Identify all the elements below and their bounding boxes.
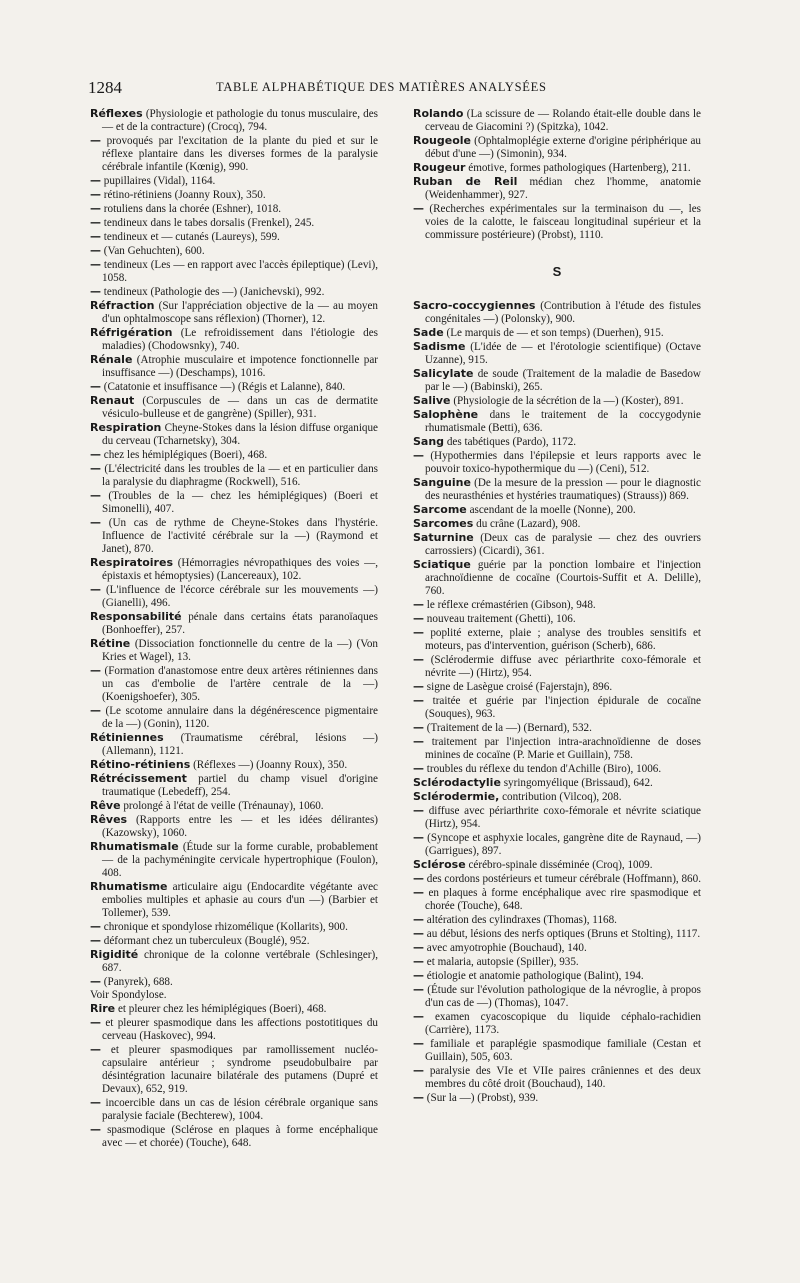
- entry-text: syringomyélique (Brissaud), 642.: [503, 777, 653, 789]
- index-entry: [90, 202, 378, 216]
- index-entry: [90, 1096, 378, 1123]
- entry-headword: Rénale: [90, 353, 133, 366]
- entry-text: et pleurer spasmodique dans les affections postotitiques du cerveau (Haskovec), 994.: [102, 1017, 378, 1042]
- index-entry: [413, 367, 701, 394]
- index-entry: [90, 704, 378, 731]
- entry-text: (Catatonie et insuffisance —) (Régis et Lalanne), 840.: [103, 381, 346, 393]
- index-entry: [90, 299, 378, 326]
- entry-text: des cordons postérieurs et tumeur cérébrale (Hoffmann), 860.: [426, 873, 701, 885]
- entry-headword: —: [90, 934, 101, 947]
- entry-headword: —: [413, 1037, 424, 1050]
- index-entry: [413, 299, 701, 326]
- entry-headword: —: [413, 872, 424, 885]
- index-entry: [90, 134, 378, 174]
- index-entry: [90, 174, 378, 188]
- entry-text: au début, lésions des nerfs optiques (Bruns et Stolting), 1117.: [426, 928, 701, 940]
- entry-headword: —: [413, 1010, 424, 1023]
- index-entry: [90, 230, 378, 244]
- entry-text: tendineux dans le tabes dorsalis (Frenkel), 245.: [103, 217, 315, 229]
- index-entry: [90, 244, 378, 258]
- index-entry: [413, 831, 701, 858]
- page-number: 1284: [88, 78, 122, 97]
- index-entry: [413, 107, 701, 134]
- entry-text: émotive, formes pathologiques (Hartenberg), 211.: [468, 162, 691, 174]
- entry-headword: Sarcomes: [413, 517, 474, 530]
- entry-headword: —: [413, 612, 424, 625]
- entry-headword: Rétine: [90, 637, 131, 650]
- entry-text: le réflexe crémastérien (Gibson), 948.: [426, 599, 596, 611]
- index-entry: [90, 1043, 378, 1096]
- index-entry: [90, 772, 378, 799]
- entry-text: (Traitement de la —) (Bernard), 532.: [426, 722, 592, 734]
- entry-headword: Rhumatisme: [90, 880, 168, 893]
- entry-text: et pleurer spasmodiques par ramollissement nucléo-capsulaire antérieur ; syndrome pseudobulbaire par désintégration lacunaire bilatérale des putamens (Dupré et Devaux), 652, 919.: [102, 1044, 378, 1095]
- entry-text: pénale dans certains états paranoïaques (Bonhoeffer), 257.: [102, 611, 378, 636]
- entry-headword: —: [413, 831, 424, 844]
- entry-headword: —: [413, 680, 424, 693]
- index-entry: [413, 612, 701, 626]
- index-entry: [90, 840, 378, 880]
- entry-text: (Contribution à l'étude des fistules congénitales —) (Polonsky), 900.: [425, 300, 701, 325]
- entry-headword: —: [413, 1091, 424, 1104]
- entry-headword: Respiration: [90, 421, 162, 434]
- entry-headword: —: [413, 804, 424, 817]
- entry-headword: —: [413, 1064, 424, 1077]
- entry-headword: Réfraction: [90, 299, 155, 312]
- entry-text: rétino-rétiniens (Joanny Roux), 350.: [103, 189, 266, 201]
- index-entry: [413, 955, 701, 969]
- r-entries: [413, 107, 701, 242]
- entry-text: nouveau traitement (Ghetti), 106.: [426, 613, 576, 625]
- index-entry: [90, 758, 378, 772]
- entry-text: familiale et paraplégie spasmodique familiale (Cestan et Guillain), 505, 603.: [425, 1038, 701, 1063]
- entry-headword: —: [90, 1016, 101, 1029]
- entry-text: signe de Lasègue croisé (Fajerstajn), 896.: [426, 681, 613, 693]
- index-entry: [413, 408, 701, 435]
- entry-headword: Sang: [413, 435, 445, 448]
- index-entry: [413, 913, 701, 927]
- index-entry: [90, 326, 378, 353]
- entry-text: (Corpuscules de — dans un cas de dermatite vésiculo-bulleuse et de gangrène) (Spiller), 931.: [102, 395, 378, 420]
- index-entry: [90, 489, 378, 516]
- entry-text: (Dissociation fonctionnelle du centre de la —) (Von Kries et Wagel), 13.: [102, 638, 378, 663]
- index-entry: [90, 394, 378, 421]
- entry-text: troubles du réflexe du tendon d'Achille (Biro), 1006.: [426, 763, 662, 775]
- entry-headword: Sacro-coccygiennes: [413, 299, 536, 312]
- entry-headword: Rétrécissement: [90, 772, 187, 785]
- entry-text: examen cyacoscopique du liquide céphalo-rachidien (Carrière), 1173.: [425, 1011, 701, 1036]
- entry-text: (Réflexes —) (Joanny Roux), 350.: [193, 759, 348, 771]
- entry-headword: —: [90, 448, 101, 461]
- entry-text: (Troubles de la — chez les hémiplégiques) (Boeri et Simonelli), 407.: [102, 490, 378, 515]
- entry-text: guérie par la ponction lombaire et l'injection arachnoïdienne de cocaïne (Courtois-Suffit et A. Delille), 760.: [425, 559, 701, 597]
- entry-headword: —: [413, 762, 424, 775]
- entry-headword: Responsabilité: [90, 610, 182, 623]
- entry-headword: —: [413, 927, 424, 940]
- entry-text: chez les hémiplégiques (Boeri), 468.: [103, 449, 268, 461]
- entry-text: partiel du champ visuel d'origine traumatique (Lebedeff), 254.: [102, 773, 378, 798]
- entry-text: (Traumatisme cérébral, lésions —) (Allemann), 1121.: [102, 732, 378, 757]
- entry-text: de soude (Traitement de la maladie de Basedow par le —) (Babinski), 265.: [425, 368, 701, 393]
- entry-text: traitée et guérie par l'injection épidurale de cocaïne (Souques), 963.: [425, 695, 701, 720]
- entry-text: et pleurer chez les hémiplégiques (Boeri), 468.: [117, 1003, 327, 1015]
- entry-text: Voir Spondylose.: [90, 989, 167, 1001]
- entry-headword: —: [413, 983, 424, 996]
- entry-headword: —: [413, 913, 424, 926]
- index-entry: [413, 531, 701, 558]
- index-entry: [90, 920, 378, 934]
- index-entry: [413, 941, 701, 955]
- entry-headword: Saturnine: [413, 531, 474, 544]
- index-entry: [413, 653, 701, 680]
- entry-text: ascendant de la moelle (Nonne), 200.: [469, 504, 636, 516]
- entry-headword: Sclérodermie,: [413, 790, 500, 803]
- entry-headword: Rétiniennes: [90, 731, 164, 744]
- index-entry: [413, 326, 701, 340]
- entry-headword: —: [90, 704, 101, 717]
- entry-headword: —: [413, 721, 424, 734]
- entry-headword: —: [90, 174, 101, 187]
- entry-text: (Syncope et asphyxie locales, gangrène dite de Raynaud, —) (Garrigues), 897.: [425, 832, 702, 857]
- entry-headword: —: [90, 1043, 101, 1056]
- index-entry: [413, 927, 701, 941]
- entry-headword: Sadisme: [413, 340, 466, 353]
- entry-headword: —: [90, 489, 101, 502]
- index-entry: [413, 762, 701, 776]
- index-entry: [413, 1091, 701, 1105]
- entry-text: contribution (Vilcoq), 208.: [502, 791, 622, 803]
- entry-headword: —: [413, 955, 424, 968]
- entry-text: pupillaires (Vidal), 1164.: [103, 175, 216, 187]
- entry-text: (Étude sur l'évolution pathologique de la névroglie, à propos d'un cas de —) (Thomas), 1047.: [425, 984, 701, 1009]
- entry-text: poplité externe, plaie ; analyse des troubles sensitifs et moteurs, pas d'intervention, guérison (Scherb), 686.: [425, 627, 701, 652]
- entry-text: tendineux (Les — en rapport avec l'accès épileptique) (Levi), 1058.: [102, 259, 378, 284]
- index-entry: [413, 558, 701, 598]
- index-entry: [90, 1016, 378, 1043]
- entry-text: (La scissure de — Rolando était-elle double dans le cerveau de Giacomini ?) (Spitzka), 1042.: [425, 108, 701, 133]
- entry-headword: —: [90, 664, 101, 677]
- index-entry: [413, 134, 701, 161]
- index-entry: [90, 610, 378, 637]
- section-letter: S: [552, 264, 562, 279]
- entry-text: (Physiologie de la sécrétion de la —) (Koster), 891.: [453, 395, 684, 407]
- entry-text: articulaire aigu (Endocardite végétante avec embolies multiples et aphasie au cours d'un —) (Barbier et Tollemer), 539.: [102, 881, 378, 919]
- entry-text: chronique et spondylose rhizomélique (Kollarits), 900.: [103, 921, 348, 933]
- entry-text: (Recherches expérimentales sur la terminaison du —, les voies de la calotte, le faisceau longitudinal supérieur et la commissure postérieure) (Probst), 1110.: [425, 203, 701, 241]
- index-entry: [413, 858, 701, 872]
- entry-headword: —: [90, 975, 101, 988]
- entry-headword: —: [413, 202, 424, 215]
- entry-headword: Sanguine: [413, 476, 471, 489]
- index-entry: [90, 421, 378, 448]
- entry-headword: Rhumatismale: [90, 840, 179, 853]
- index-entry: [90, 975, 378, 989]
- entry-headword: —: [90, 230, 101, 243]
- entry-headword: —: [90, 134, 101, 147]
- entry-headword: Sclérose: [413, 858, 466, 871]
- entry-text: provoqués par l'excitation de la plante du pied et sur le réflexe plantaire dans les diverses formes de la paralysie cérébrale infantile (Kœnig), 990.: [102, 135, 378, 173]
- entry-headword: Rétino-rétiniens: [90, 758, 191, 771]
- entry-text: rotuliens dans la chorée (Eshner), 1018.: [103, 203, 282, 215]
- entry-text: cérébro-spinale disséminée (Croq), 1009.: [468, 859, 653, 871]
- entry-text: en plaques à forme encéphalique avec rire spasmodique et chorée (Touche), 648.: [425, 887, 701, 912]
- entry-headword: Réfrigération: [90, 326, 173, 339]
- entry-headword: Rougeole: [413, 134, 471, 147]
- index-entry: [413, 394, 701, 408]
- index-entry: [413, 202, 701, 242]
- entry-headword: Sciatique: [413, 558, 471, 571]
- entry-headword: —: [413, 941, 424, 954]
- entry-text: des tabétiques (Pardo), 1172.: [446, 436, 577, 448]
- entry-headword: —: [90, 216, 101, 229]
- entry-text: diffuse avec périarthrite coxo-fémorale et névrite sciatique (Hirtz), 954.: [425, 805, 701, 830]
- index-entry: [413, 1064, 701, 1091]
- entry-headword: —: [413, 626, 424, 639]
- index-entry: [413, 517, 701, 531]
- entry-text: médian chez l'homme, anatomie (Weidenhammer), 927.: [425, 176, 701, 201]
- entry-headword: —: [90, 244, 101, 257]
- index-entry: [413, 476, 701, 503]
- entry-headword: Salive: [413, 394, 451, 407]
- entry-text: (Hémorragies névropathiques des voies —, épistaxis et hémoptysies) (Lancereaux), 102.: [102, 557, 378, 582]
- entry-headword: —: [90, 188, 101, 201]
- index-entry: [90, 1123, 378, 1150]
- entry-text: (Van Gehuchten), 600.: [103, 245, 205, 257]
- entry-text: (L'électricité dans les troubles de la — et en particulier dans la paralysie du diaphragme (Rockwell), 516.: [102, 463, 378, 488]
- entry-text: (De la mesure de la pression — pour le diagnostic des neurasthénies et hystéries traumatiques) (Strauss)) 869.: [425, 477, 701, 502]
- index-entry: [413, 680, 701, 694]
- index-entry: [413, 983, 701, 1010]
- entry-text: avec amyotrophie (Bouchaud), 140.: [426, 942, 587, 954]
- entry-headword: Sade: [413, 326, 444, 339]
- entry-text: spasmodique (Sclérose en plaques à forme encéphalique avec — et chorée) (Touche), 648.: [102, 1124, 378, 1149]
- entry-text: (L'idée de — et l'érotologie scientifique) (Octave Uzanne), 915.: [425, 341, 701, 366]
- index-entry: [90, 258, 378, 285]
- entry-text: prolongé à l'état de veille (Trénaunay), 1060.: [123, 800, 324, 812]
- index-entry: [90, 813, 378, 840]
- entry-headword: Rire: [90, 1002, 116, 1015]
- index-entry: [413, 694, 701, 721]
- entry-headword: Rougeur: [413, 161, 466, 174]
- entry-text: (Le scotome annulaire dans la dégénérescence pigmentaire de la —) (Gonin), 1120.: [102, 705, 378, 730]
- index-entry: [413, 175, 701, 202]
- index-entry: [90, 107, 378, 134]
- index-entry: [90, 989, 378, 1002]
- entry-text: étiologie et anatomie pathologique (Balint), 194.: [426, 970, 644, 982]
- entry-text: (Atrophie musculaire et impotence fonctionnelle par insuffisance —) (Deschamps), 1016.: [102, 354, 378, 379]
- entry-headword: —: [413, 449, 424, 462]
- entry-headword: Renaut: [90, 394, 135, 407]
- entry-headword: —: [90, 380, 101, 393]
- entry-headword: —: [90, 1096, 101, 1109]
- s-entries: [413, 299, 701, 1105]
- index-entry: [413, 598, 701, 612]
- entry-headword: Salophène: [413, 408, 479, 421]
- entry-headword: Rêve: [90, 799, 121, 812]
- entry-text: traitement par l'injection intra-arachnoïdienne de doses minines de cocaïne (P. Marie et Guillain), 758.: [425, 736, 701, 761]
- entry-headword: —: [413, 598, 424, 611]
- entry-text: (Le marquis de — et son temps) (Duerhen), 915.: [446, 327, 664, 339]
- entry-text: (Sur la —) (Probst), 939.: [426, 1092, 539, 1104]
- entry-headword: —: [413, 735, 424, 748]
- index-entry: [90, 583, 378, 610]
- index-entry: [413, 872, 701, 886]
- entry-text: (Le refroidissement dans l'étiologie des maladies) (Chodowsnky), 740.: [102, 327, 378, 352]
- entry-text: (Physiologie et pathologie du tonus musculaire, des — et de la contracture) (Crocq), 794.: [102, 108, 378, 133]
- entry-text: (Hypothermies dans l'épilepsie et leurs rapports avec le pouvoir toxico-hypothermique du —) (Ceni), 512.: [425, 450, 701, 475]
- index-entry: [90, 664, 378, 704]
- index-entry: [413, 721, 701, 735]
- entry-text: paralysie des VIe et VIIe paires crâniennes et des deux membres du côté droit (Bouchaud), 140.: [425, 1065, 701, 1090]
- entry-text: (Étude sur la forme curable, probablement — de la pachyméningite cervicale hypertrophique (Foulon), 408.: [102, 841, 378, 879]
- index-entry: [413, 735, 701, 762]
- index-entry: [90, 216, 378, 230]
- entry-text: (Ophtalmoplégie externe d'origine périphérique au début d'une —) (Simonin), 934.: [425, 135, 701, 160]
- entry-headword: Réflexes: [90, 107, 143, 120]
- entry-text: déformant chez un tuberculeux (Bouglé), 952.: [103, 935, 310, 947]
- entry-text: dans le traitement de la coccygodynie rhumatismale (Betti), 636.: [425, 409, 701, 434]
- index-entry: [413, 435, 701, 449]
- entry-headword: —: [90, 516, 101, 529]
- entry-headword: —: [413, 694, 424, 707]
- entry-text: Cheyne-Stokes dans la lésion diffuse organique du cerveau (Tcharnetsky), 304.: [102, 422, 378, 447]
- index-entry: [413, 503, 701, 517]
- entry-text: (Deux cas de paralysie — chez des ouvriers carrossiers) (Cicardi), 361.: [425, 532, 701, 557]
- index-entry: [90, 462, 378, 489]
- entry-headword: Rolando: [413, 107, 464, 120]
- entry-headword: Sarcome: [413, 503, 467, 516]
- index-entry: [413, 886, 701, 913]
- entry-text: (L'influence de l'écorce cérébrale sur les mouvements —) (Gianelli), 496.: [102, 584, 378, 609]
- index-entry: [413, 449, 701, 476]
- index-entry: [90, 637, 378, 664]
- entry-headword: —: [90, 1123, 101, 1136]
- index-entry: [413, 340, 701, 367]
- index-entry: [413, 161, 701, 175]
- index-entry: [413, 626, 701, 653]
- index-entry: [90, 448, 378, 462]
- index-entry: [90, 799, 378, 813]
- index-entry: [413, 776, 701, 790]
- index-entry: [413, 790, 701, 804]
- index-entry: [90, 516, 378, 556]
- entry-headword: —: [90, 462, 101, 475]
- entry-headword: —: [90, 285, 101, 298]
- entry-text: (Un cas de rythme de Cheyne-Stokes dans l'hystérie. Influence de l'activité cérébrale sur la —) (Raymond et Janet), 870.: [102, 517, 378, 555]
- entry-headword: —: [90, 583, 101, 596]
- index-entry: [90, 285, 378, 299]
- index-entry: [90, 353, 378, 380]
- entry-headword: —: [413, 886, 424, 899]
- entry-headword: Rêves: [90, 813, 128, 826]
- entry-text: incoercible dans un cas de lésion cérébrale organique sans paralysie faciale (Bechterew), 1004.: [102, 1097, 378, 1122]
- entry-text: tendineux (Pathologie des —) (Janichevski), 992.: [103, 286, 325, 298]
- index-entry: [90, 880, 378, 920]
- entry-text: et malaria, autopsie (Spiller), 935.: [426, 956, 579, 968]
- entry-text: chronique de la colonne vertébrale (Schlesinger), 687.: [102, 949, 378, 974]
- entry-headword: —: [413, 653, 424, 666]
- index-entry: [90, 188, 378, 202]
- entry-text: altération des cylindraxes (Thomas), 1168.: [426, 914, 617, 926]
- index-entry: [413, 1037, 701, 1064]
- entry-text: (Formation d'anastomose entre deux artères rétiniennes dans un cas d'embolie de l'artère centrale de la —) (Koenigshoefer), 305.: [102, 665, 379, 703]
- entry-text: tendineux et — cutanés (Laureys), 599.: [103, 231, 280, 243]
- index-entry: [413, 969, 701, 983]
- entry-text: du crâne (Lazard), 908.: [476, 518, 581, 530]
- left-column: [90, 107, 378, 1150]
- index-entry: [90, 731, 378, 758]
- entry-text: (Panyrek), 688.: [103, 976, 173, 988]
- entry-headword: —: [413, 969, 424, 982]
- page-header: [88, 78, 718, 102]
- entry-headword: Rigidité: [90, 948, 139, 961]
- entry-headword: —: [90, 202, 101, 215]
- index-entry: [413, 1010, 701, 1037]
- right-column: [413, 107, 701, 1105]
- index-entry: [90, 934, 378, 948]
- index-entry: [413, 804, 701, 831]
- index-entry: [90, 948, 378, 975]
- entry-text: (Sur l'appréciation objective de la — au moyen d'un ophtalmoscope sans réflexion) (Thorner), 12.: [102, 300, 378, 325]
- entry-headword: —: [90, 258, 101, 271]
- entry-text: (Sclérodermie diffuse avec périarthrite coxo-fémorale et névrite —) (Hirtz), 954.: [425, 654, 701, 679]
- running-title: TABLE ALPHABÉTIQUE DES MATIÈRES ANALYSÉES: [216, 80, 547, 94]
- entry-headword: Respiratoires: [90, 556, 173, 569]
- entry-headword: —: [90, 920, 101, 933]
- entry-headword: Sclérodactylie: [413, 776, 501, 789]
- index-entry: [90, 1002, 378, 1016]
- entry-text: (Rapports entre les — et les idées délirantes) (Kazowsky), 1060.: [102, 814, 378, 839]
- index-entry: [90, 380, 378, 394]
- entry-headword: Salicylate: [413, 367, 474, 380]
- index-entry: [90, 556, 378, 583]
- entry-headword: Ruban de Reil: [413, 175, 518, 188]
